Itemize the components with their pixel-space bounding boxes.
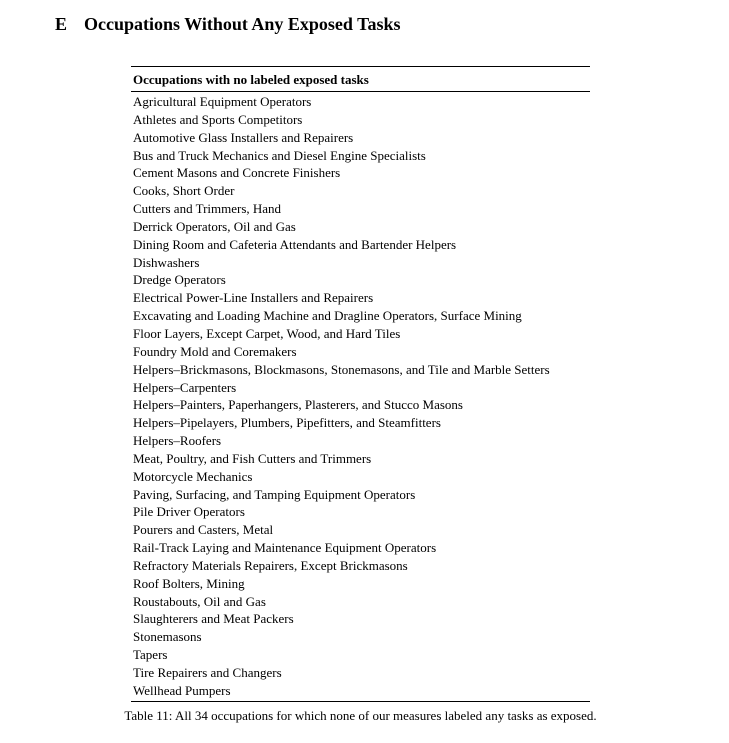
table-row: Helpers–Pipelayers, Plumbers, Pipefitters, and Steamfitters (133, 415, 441, 431)
table-column-header: Occupations with no labeled exposed tasks (131, 67, 590, 92)
table-caption: Table 11: All 34 occupations for which none of our measures labeled any tasks as exposed. (124, 708, 597, 723)
table-row: Pourers and Casters, Metal (133, 522, 274, 538)
table-row: Derrick Operators, Oil and Gas (133, 218, 296, 234)
table-row: Wellhead Pumpers (133, 682, 231, 698)
table-row: Floor Layers, Except Carpet, Wood, and Hard Tiles (133, 325, 401, 341)
table-row: Motorcycle Mechanics (133, 468, 253, 484)
table-row: Agricultural Equipment Operators (133, 94, 312, 109)
table-row: Tire Repairers and Changers (133, 665, 282, 680)
table-row: Cutters and Trimmers, Hand (133, 201, 282, 217)
table-row: Stonemasons (133, 629, 202, 645)
table-row: Helpers–Brickmasons, Blockmasons, Stonemasons, and Tile and Marble Setters (133, 361, 550, 377)
table-row: Dining Room and Cafeteria Attendants and Bartender Helpers (133, 236, 457, 252)
table-row: Automotive Glass Installers and Repairers (133, 129, 354, 145)
table-row: Cement Masons and Concrete Finishers (133, 165, 341, 181)
table-row: Excavating and Loading Machine and Dragline Operators, Surface Mining (133, 308, 522, 324)
table-body (131, 92, 590, 701)
table-row: Roof Bolters, Mining (133, 575, 245, 591)
table-row: Helpers–Roofers (133, 433, 222, 449)
occupations-table (131, 66, 590, 702)
table-row: Dredge Operators (133, 272, 226, 288)
table-row: Bus and Truck Mechanics and Diesel Engine Specialists (133, 147, 426, 163)
table-row: Foundry Mold and Coremakers (133, 343, 297, 359)
table-row: Dishwashers (133, 254, 200, 270)
table-row: Roustabouts, Oil and Gas (133, 593, 266, 609)
table-row: Helpers–Carpenters (133, 379, 237, 395)
section-heading (55, 13, 400, 35)
table-row: Pile Driver Operators (133, 504, 245, 520)
table-row: Electrical Power-Line Installers and Repairers (133, 290, 374, 306)
table-row: Helpers–Painters, Paperhangers, Plasterers, and Stucco Masons (133, 397, 463, 413)
table-row: Paving, Surfacing, and Tamping Equipment Operators (133, 486, 416, 502)
table-row: Slaughterers and Meat Packers (133, 611, 294, 627)
table-row: Cooks, Short Order (133, 183, 235, 199)
table-row: Refractory Materials Repairers, Except Brickmasons (133, 557, 408, 573)
table-row: Tapers (133, 647, 168, 663)
section-title: Occupations Without Any Exposed Tasks (84, 14, 401, 34)
table-row: Meat, Poultry, and Fish Cutters and Trimmers (133, 450, 372, 466)
section-number: E (55, 14, 68, 34)
table-row: Rail-Track Laying and Maintenance Equipment Operators (133, 540, 437, 556)
table-row: Athletes and Sports Competitors (133, 111, 303, 127)
